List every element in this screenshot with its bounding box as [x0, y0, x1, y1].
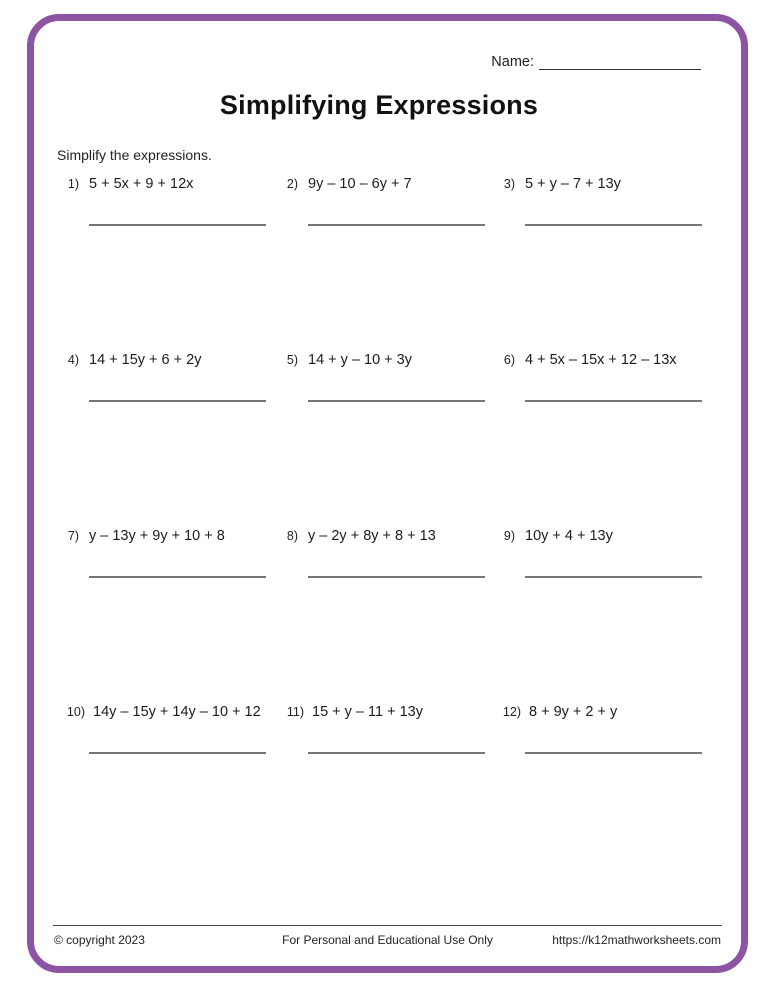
- answer-line: [525, 752, 702, 754]
- instruction-text: Simplify the expressions.: [57, 147, 212, 163]
- problem-expression: 5 + 5x + 9 + 12x: [89, 176, 194, 192]
- page-title: Simplifying Expressions: [219, 90, 539, 120]
- problem-expression: 8 + 9y + 2 + y: [529, 704, 618, 720]
- answer-line: [308, 224, 485, 226]
- problem-number: 6): [503, 353, 515, 367]
- answer-line: [525, 400, 702, 402]
- name-row: [57, 54, 701, 70]
- problem-number: 4): [67, 353, 79, 367]
- page-footer: [48, 925, 727, 947]
- answer-line: [89, 224, 266, 226]
- problem-number: 12): [502, 705, 521, 719]
- problem-expression: 14y – 15y + 14y – 10 + 12: [93, 704, 261, 720]
- problem-2: [276, 176, 493, 352]
- problem-4: [57, 352, 276, 528]
- problem-expression: 5 + y – 7 + 13y: [525, 176, 621, 192]
- problems-grid: [57, 176, 701, 880]
- worksheet-page: [27, 14, 748, 973]
- answer-line: [308, 752, 485, 754]
- usage-text: For Personal and Educational Use Only: [282, 933, 493, 947]
- problem-expression: 14 + y – 10 + 3y: [308, 352, 412, 368]
- problem-number: 2): [286, 177, 298, 191]
- footer-divider: [53, 925, 722, 926]
- website-url: https://k12mathworksheets.com: [552, 933, 721, 947]
- problem-expression: y – 13y + 9y + 10 + 8: [89, 528, 225, 544]
- problem-expression: 4 + 5x – 15x + 12 – 13x: [525, 352, 677, 368]
- problem-number: 7): [67, 529, 79, 543]
- problem-6: [493, 352, 702, 528]
- answer-line: [308, 576, 485, 578]
- problem-9: [493, 528, 702, 704]
- problem-expression: 14 + 15y + 6 + 2y: [89, 352, 202, 368]
- name-label: Name:: [491, 54, 534, 70]
- problem-expression: y – 2y + 8y + 8 + 13: [308, 528, 436, 544]
- problem-3: [493, 176, 702, 352]
- problem-number: 9): [503, 529, 515, 543]
- problem-10: [57, 704, 276, 880]
- answer-line: [89, 576, 266, 578]
- problem-11: [276, 704, 493, 880]
- answer-line: [308, 400, 485, 402]
- answer-line: [525, 576, 702, 578]
- problem-expression: 9y – 10 – 6y + 7: [308, 176, 412, 192]
- problem-8: [276, 528, 493, 704]
- name-blank-line: [539, 55, 701, 70]
- problem-number: 10): [66, 705, 85, 719]
- problem-number: 8): [286, 529, 298, 543]
- problem-1: [57, 176, 276, 352]
- problem-expression: 15 + y – 11 + 13y: [312, 704, 423, 720]
- problem-7: [57, 528, 276, 704]
- answer-line: [89, 752, 266, 754]
- problem-number: 5): [286, 353, 298, 367]
- answer-line: [525, 224, 702, 226]
- problem-expression: 10y + 4 + 13y: [525, 528, 613, 544]
- problem-number: 3): [503, 177, 515, 191]
- problem-12: [493, 704, 702, 880]
- problem-5: [276, 352, 493, 528]
- answer-line: [89, 400, 266, 402]
- problem-number: 11): [286, 705, 304, 719]
- problem-number: 1): [67, 177, 79, 191]
- copyright-text: © copyright 2023: [54, 933, 145, 947]
